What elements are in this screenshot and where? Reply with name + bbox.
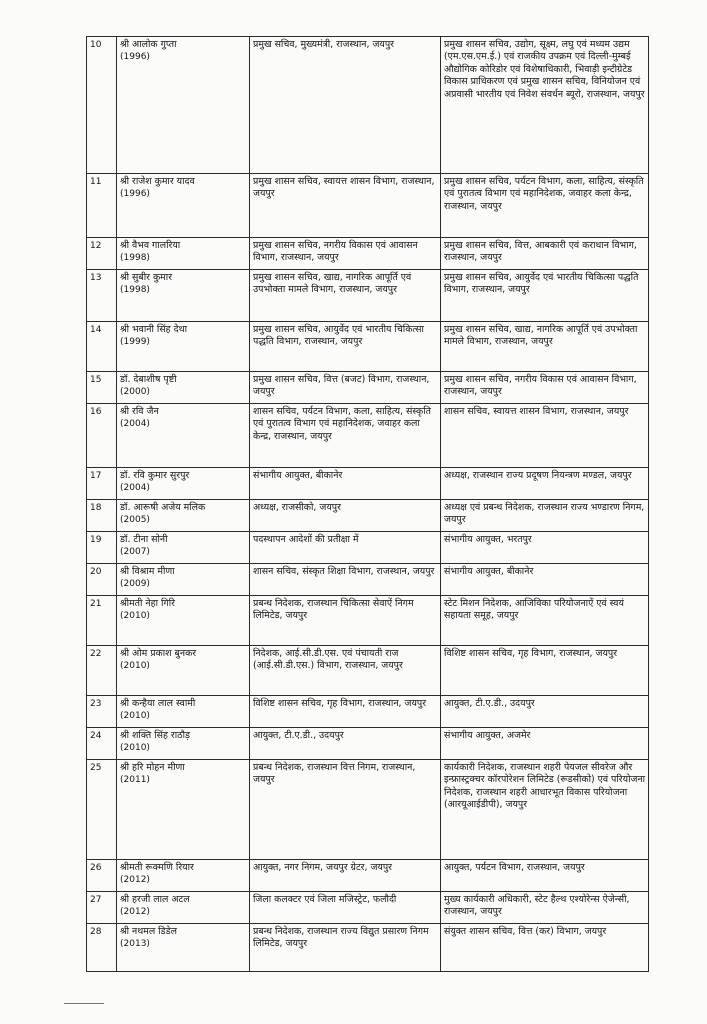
table-row <box>87 404 649 468</box>
new-posting-cell: आयुक्त, पर्यटन विभाग, राजस्थान, जयपुर <box>441 860 649 892</box>
officer-name: श्री कन्हैया लाल स्वामी <box>120 698 196 709</box>
table-row <box>87 924 649 972</box>
new-posting-cell: प्रमुख शासन सचिव, वित्त, आबकारी एवं कराधान विभाग, राजस्थान, जयपुर <box>441 238 649 270</box>
officer-name: श्री रवि जैन <box>120 406 159 417</box>
officer-name: श्री राजेश कुमार यादव <box>120 176 195 187</box>
officer-name-cell <box>117 270 250 322</box>
batch-year: (2007) <box>120 547 150 558</box>
new-posting-cell: संभागीय आयुक्त, भरतपुर <box>441 532 649 564</box>
officer-name: श्रीमती रूक्मणि रियार <box>120 862 194 873</box>
table-row <box>87 174 649 238</box>
officer-name-cell <box>117 238 250 270</box>
current-posting-cell: विशिष्ट शासन सचिव, गृह विभाग, राजस्थान, जयपुर <box>250 696 441 728</box>
officer-name-cell <box>117 760 250 860</box>
table-row <box>87 372 649 404</box>
serial-number-cell: 23 <box>87 696 117 728</box>
serial-number-cell: 18 <box>87 500 117 532</box>
serial-number-cell: 24 <box>87 728 117 760</box>
new-posting-cell: प्रमुख शासन सचिव, उद्योग, सूक्ष्म, लघु एवं मध्यम उद्यम (एम.एस.एम.ई.) एवं राजकीय उपक्रम एवं दिल्ली-मुम्बई औद्योगिक कोरिडोर एवं विशेषाधिकारी, भिवाड़ी इन्टीग्रेटेड विकास प्राधिकरण एवं प्रमुख शासन सचिव, विनियोजन एवं अप्रवासी भारतीय एवं निवेश संवर्धन ब्यूरो, राजस्थान, जयपुर <box>441 37 649 174</box>
officer-name-cell <box>117 532 250 564</box>
table-row <box>87 696 649 728</box>
new-posting-cell: मुख्य कार्यकारी अधिकारी, स्टेट हैल्थ एश्योरेन्स ऐजेन्सी, राजस्थान, जयपुर <box>441 892 649 924</box>
officer-name-cell <box>117 646 250 696</box>
serial-number-cell: 17 <box>87 468 117 500</box>
officer-name: श्री ओम प्रकाश बुनकर <box>120 648 197 659</box>
serial-number-cell: 28 <box>87 924 117 972</box>
batch-year: (2012) <box>120 907 150 918</box>
current-posting-cell: अध्यक्ष, राजसीको, जयपुर <box>250 500 441 532</box>
officer-name: श्री हरि मोहन मीणा <box>120 762 185 773</box>
table-row <box>87 532 649 564</box>
officer-name-cell <box>117 322 250 372</box>
officer-name: डॉ. टीना सोनी <box>120 534 168 545</box>
batch-year: (2010) <box>120 743 150 754</box>
new-posting-cell: स्टेट मिशन निदेशक, आजिविका परियोजनाऐं एवं स्वयं सहायता समूह, जयपुर <box>441 596 649 646</box>
batch-year: (2011) <box>120 775 150 786</box>
batch-year: (2005) <box>120 515 150 526</box>
current-posting-cell: संभागीय आयुक्त, बीकानेर <box>250 468 441 500</box>
batch-year: (2004) <box>120 419 150 430</box>
officer-name: डॉ. देबाशीष पृष्टी <box>120 374 177 385</box>
batch-year: (1998) <box>120 285 150 296</box>
current-posting-cell: प्रबन्ध निदेशक, राजस्थान चिकित्सा सेवाऐं निगम लिमिटेड, जयपुर <box>250 596 441 646</box>
serial-number-cell: 13 <box>87 270 117 322</box>
current-posting-cell: प्रबन्ध निदेशक, राजस्थान वित्त निगम, राजस्थान, जयपुर <box>250 760 441 860</box>
serial-number-cell: 14 <box>87 322 117 372</box>
officer-name-cell <box>117 860 250 892</box>
officer-name: श्री नथमल डिडेल <box>120 926 177 937</box>
current-posting-cell: जिला कलक्टर एवं जिला मजिस्ट्रेट, फलौदी <box>250 892 441 924</box>
serial-number-cell: 16 <box>87 404 117 468</box>
current-posting-cell: शासन सचिव, पर्यटन विभाग, कला, साहित्य, संस्कृति एवं पुरातत्व विभाग एवं महानिदेशक, जवाहर कला केन्द्र, राजस्थान, जयपुर <box>250 404 441 468</box>
table-row <box>87 860 649 892</box>
table-row <box>87 270 649 322</box>
current-posting-cell: प्रबन्ध निदेशक, राजस्थान राज्य विद्युत प्रसारण निगम लिमिटेड, जयपुर <box>250 924 441 972</box>
signature-underline <box>64 1003 104 1004</box>
serial-number-cell: 15 <box>87 372 117 404</box>
officer-name-cell <box>117 696 250 728</box>
officer-name: डॉ. आरूषी अजेय मलिक <box>120 502 206 513</box>
table-row <box>87 596 649 646</box>
table-row <box>87 500 649 532</box>
new-posting-cell: प्रमुख शासन सचिव, नगरीय विकास एवं आवासन विभाग, राजस्थान, जयपुर <box>441 372 649 404</box>
table-row <box>87 238 649 270</box>
table-body <box>87 37 649 972</box>
officer-name-cell <box>117 372 250 404</box>
officer-name-cell <box>117 564 250 596</box>
serial-number-cell: 22 <box>87 646 117 696</box>
new-posting-cell: शासन सचिव, स्वायत्त शासन विभाग, राजस्थान, जयपुर <box>441 404 649 468</box>
table-row <box>87 322 649 372</box>
officer-name-cell <box>117 892 250 924</box>
officer-name: श्री शक्ति सिंह राठौड़ <box>120 730 191 741</box>
table-row <box>87 468 649 500</box>
new-posting-cell: प्रमुख शासन सचिव, खाद्य, नागरिक आपूर्ति एवं उपभोक्ता मामले विभाग, राजस्थान, जयपुर <box>441 322 649 372</box>
current-posting-cell: आयुक्त, टी.ए.डी., उदयपुर <box>250 728 441 760</box>
current-posting-cell: प्रमुख शासन सचिव, वित्त (बजट) विभाग, राजस्थान, जयपुर <box>250 372 441 404</box>
batch-year: (2000) <box>120 387 150 398</box>
officer-name: श्री वैभव गालरिया <box>120 240 181 251</box>
current-posting-cell: प्रमुख शासन सचिव, खाद्य, नागरिक आपूर्ति एवं उपभोक्ता मामले विभाग, राजस्थान, जयपुर <box>250 270 441 322</box>
officer-name: श्रीमती नेहा गिरि <box>120 598 175 609</box>
serial-number-cell: 11 <box>87 174 117 238</box>
serial-number-cell: 21 <box>87 596 117 646</box>
current-posting-cell: प्रमुख शासन सचिव, स्वायत्त शासन विभाग, राजस्थान, जयपुर <box>250 174 441 238</box>
serial-number-cell: 20 <box>87 564 117 596</box>
serial-number-cell: 10 <box>87 37 117 174</box>
table-row <box>87 728 649 760</box>
batch-year: (2013) <box>120 939 150 950</box>
new-posting-cell: प्रमुख शासन सचिव, आयुर्वेद एवं भारतीय चिकित्सा पद्धति विभाग, राजस्थान, जयपुर <box>441 270 649 322</box>
new-posting-cell: संयुक्त शासन सचिव, वित्त (कर) विभाग, जयपुर <box>441 924 649 972</box>
officer-name-cell <box>117 500 250 532</box>
current-posting-cell: पदस्थापन आदेशों की प्रतीक्षा में <box>250 532 441 564</box>
current-posting-cell: प्रमुख सचिव, मुख्यमंत्री, राजस्थान, जयपुर <box>250 37 441 174</box>
officer-name: श्री आलोक गुप्ता <box>120 39 177 50</box>
officer-name: डॉ. रवि कुमार सुरपुर <box>120 470 190 481</box>
current-posting-cell: आयुक्त, नगर निगम, जयपुर ग्रेटर, जयपुर <box>250 860 441 892</box>
officer-name: श्री विश्राम मीणा <box>120 566 175 577</box>
officer-name-cell <box>117 728 250 760</box>
table-row <box>87 646 649 696</box>
officer-name: श्री हरजी लाल अटल <box>120 894 190 905</box>
batch-year: (2004) <box>120 483 150 494</box>
batch-year: (1999) <box>120 337 150 348</box>
current-posting-cell: प्रमुख शासन सचिव, आयुर्वेद एवं भारतीय चिकित्सा पद्धति विभाग, राजस्थान, जयपुर <box>250 322 441 372</box>
officer-name-cell <box>117 404 250 468</box>
officer-name-cell <box>117 37 250 174</box>
officer-name-cell <box>117 596 250 646</box>
serial-number-cell: 19 <box>87 532 117 564</box>
serial-number-cell: 12 <box>87 238 117 270</box>
current-posting-cell: निदेशक, आई.सी.डी.एस. एवं पंचायती राज (आई.सी.डी.एस.) विभाग, राजस्थान, जयपुर <box>250 646 441 696</box>
officer-transfer-table <box>86 36 649 972</box>
batch-year: (2012) <box>120 875 150 886</box>
batch-year: (2010) <box>120 711 150 722</box>
serial-number-cell: 25 <box>87 760 117 860</box>
new-posting-cell: संभागीय आयुक्त, अजमेर <box>441 728 649 760</box>
batch-year: (1996) <box>120 189 150 200</box>
current-posting-cell: शासन सचिव, संस्कृत शिक्षा विभाग, राजस्थान, जयपुर <box>250 564 441 596</box>
new-posting-cell: अध्यक्ष, राजस्थान राज्य प्रदूषण नियन्त्रण मण्डल, जयपुर <box>441 468 649 500</box>
new-posting-cell: कार्यकारी निदेशक, राजस्थान शहरी पेयजल सीवरेज और इन्फ्रास्ट्रक्चर कॉरपोरेशन लिमिटेड (रूडसीको) एवं परियोजना निदेशक, राजस्थान शहरी आधारभूत विकास परियोजना (आरयूआईडीपी), जयपुर <box>441 760 649 860</box>
table-row <box>87 760 649 860</box>
table-row <box>87 37 649 174</box>
officer-name: श्री भवानी सिंह देथा <box>120 324 188 335</box>
batch-year: (1998) <box>120 253 150 264</box>
serial-number-cell: 26 <box>87 860 117 892</box>
table-row <box>87 892 649 924</box>
batch-year: (2010) <box>120 661 150 672</box>
serial-number-cell: 27 <box>87 892 117 924</box>
officer-name-cell <box>117 924 250 972</box>
new-posting-cell: आयुक्त, टी.ए.डी., उदयपुर <box>441 696 649 728</box>
officer-name-cell <box>117 468 250 500</box>
new-posting-cell: अध्यक्ष एवं प्रबन्ध निदेशक, राजस्थान राज्य भण्डारण निगम, जयपुर <box>441 500 649 532</box>
new-posting-cell: विशिष्ट शासन सचिव, गृह विभाग, राजस्थान, जयपुर <box>441 646 649 696</box>
new-posting-cell: संभागीय आयुक्त, बीकानेर <box>441 564 649 596</box>
batch-year: (2010) <box>120 611 150 622</box>
officer-name: श्री सुबीर कुमार <box>120 272 173 283</box>
new-posting-cell: प्रमुख शासन सचिव, पर्यटन विभाग, कला, साहित्य, संस्कृति एवं पुरातत्व विभाग एवं महानिदेशक, जवाहर कला केन्द्र, राजस्थान, जयपुर <box>441 174 649 238</box>
officer-name-cell <box>117 174 250 238</box>
table-row <box>87 564 649 596</box>
current-posting-cell: प्रमुख शासन सचिव, नगरीय विकास एवं आवासन विभाग, राजस्थान, जयपुर <box>250 238 441 270</box>
batch-year: (2009) <box>120 579 150 590</box>
batch-year: (1996) <box>120 52 150 63</box>
